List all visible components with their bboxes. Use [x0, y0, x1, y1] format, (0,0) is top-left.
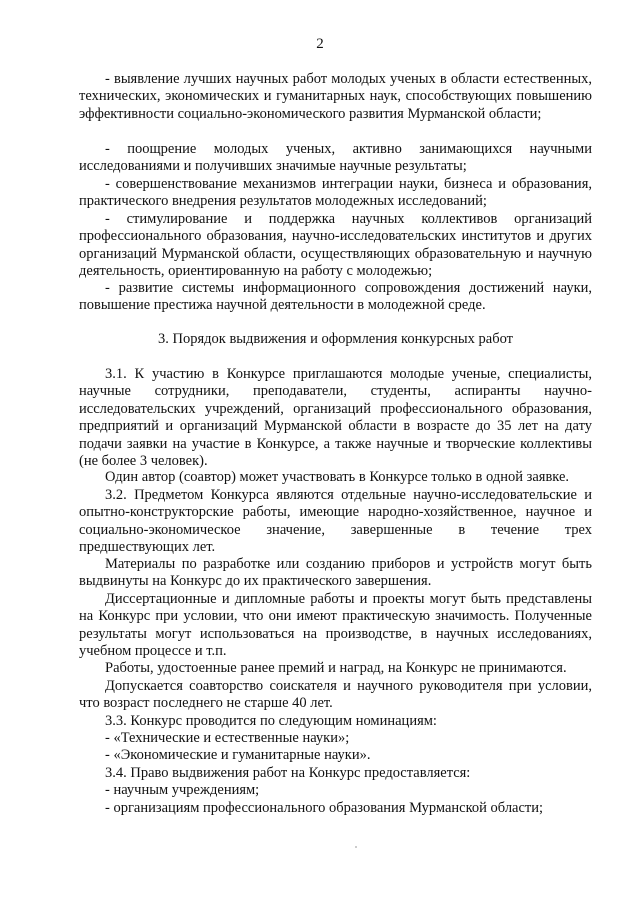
- paragraph-3-3: 3.3. Конкурс проводится по следующим номинациям:: [105, 713, 437, 729]
- scan-mark: [355, 846, 357, 848]
- goal-item-1: - выявление лучших научных работ молодых ученых в области естественных, технических, экономических и гуманитарных наук, способствующих повышению эффективности социально-экономического развития Мурманской области;: [79, 71, 592, 122]
- paragraph-single-entry: Один автор (соавтор) может участвовать в Конкурсе только в одной заявке.: [105, 469, 570, 485]
- paragraph-3-1: 3.1. К участию в Конкурсе приглашаются молодые ученые, специалисты, научные сотрудники, преподаватели, студенты, аспиранты научно-исследовательских учреждений, организаций профессионального образования, предприятий и организаций Мурманской области в возрасте до 35 лет на дату подачи заявки на участие в Конкурсе, а также научные и творческие коллективы (не более 3 человек).: [79, 366, 592, 470]
- paragraph-awarded: Работы, удостоенные ранее премий и наград, на Конкурс не принимаются.: [105, 660, 567, 676]
- nomination-economic: - «Экономические и гуманитарные науки».: [105, 747, 371, 763]
- goal-item-5: - развитие системы информационного сопровождения достижений науки, повышение престижа научной деятельности в молодежной среде.: [79, 280, 592, 314]
- section-heading: 3. Порядок выдвижения и оформления конкурсных работ: [158, 331, 513, 347]
- nominator-education-organizations: - организациям профессионального образования Мурманской области;: [105, 800, 544, 816]
- goal-item-3: - совершенствование механизмов интеграции науки, бизнеса и образования, практического внедрения результатов молодежных исследований;: [79, 176, 592, 210]
- paragraph-theses: Диссертационные и дипломные работы и проекты могут быть представлены на Конкурс при условии, что они имеют практическую значимость. Полученные результаты могут использоваться на производстве, в научных исследованиях, учебном процессе и т.п.: [79, 591, 592, 660]
- goal-item-4: - стимулирование и поддержка научных коллективов организаций профессионального образования, научно-исследовательских институтов и других организаций Мурманской области, осуществляющих образовательную и научную деятельность, ориентированную на работу с молодежью;: [79, 211, 592, 280]
- nomination-technical: - «Технические и естественные науки»;: [105, 730, 350, 746]
- paragraph-3-2: 3.2. Предметом Конкурса являются отдельные научно-исследовательские и опытно-конструкторские работы, имеющие народно-хозяйственное, научное и социально-экономическое значение, завершенные в течение трех предшествующих лет.: [79, 487, 592, 556]
- nominator-research-institutions: - научным учреждениям;: [105, 782, 260, 798]
- paragraph-coauthorship: Допускается соавторство соискателя и научного руководителя при условии, что возраст последнего не старше 40 лет.: [79, 678, 592, 712]
- paragraph-devices: Материалы по разработке или созданию приборов и устройств могут быть выдвинуты на Конкурс до их практического завершения.: [79, 556, 592, 590]
- paragraph-3-4: 3.4. Право выдвижения работ на Конкурс предоставляется:: [105, 765, 471, 781]
- goal-item-2: - поощрение молодых ученых, активно занимающихся научными исследованиями и получивших значимые научные результаты;: [79, 141, 592, 175]
- page-number: 2: [316, 36, 324, 52]
